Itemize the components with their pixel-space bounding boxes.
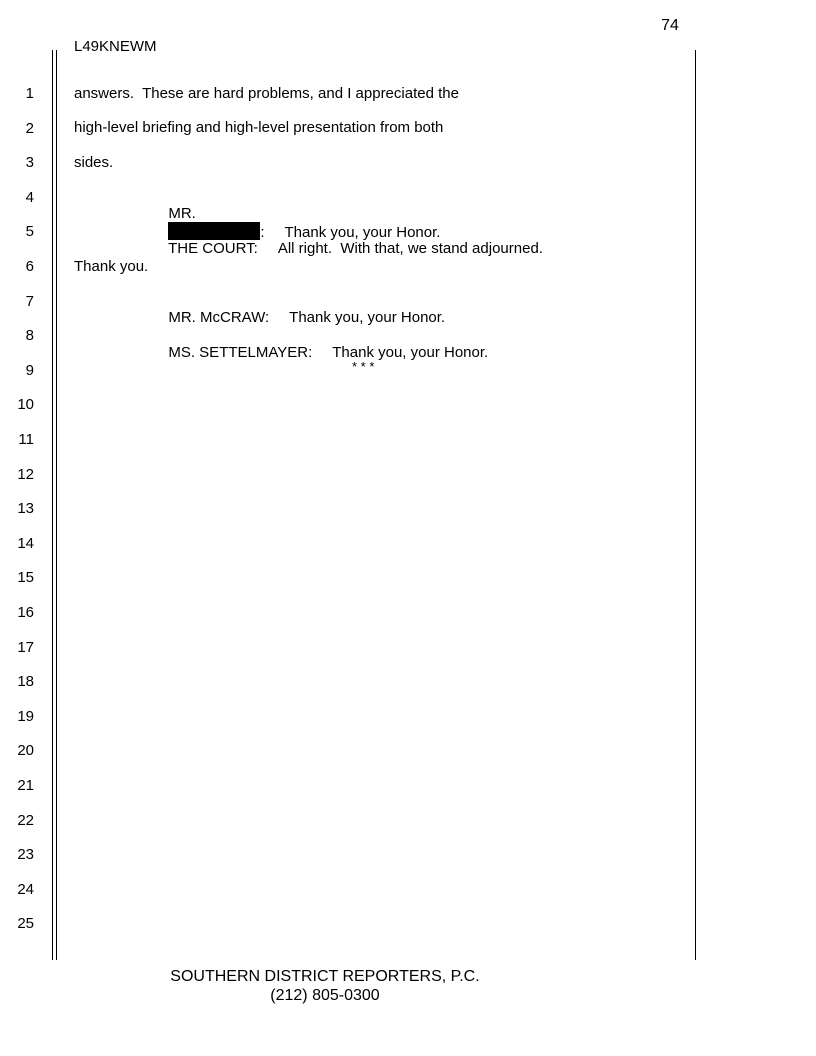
speaker-label: THE COURT: [168, 240, 258, 257]
section-end-asterisks: * * * [352, 359, 375, 374]
line-number: 7 [25, 292, 34, 310]
line-number: 14 [17, 534, 34, 552]
transcript-line-7 [160, 292, 445, 326]
line-number: 20 [17, 742, 34, 760]
case-id: L49KNEWM [74, 38, 157, 55]
footer [0, 967, 650, 1005]
line-number: 1 [25, 85, 34, 102]
line-number: 21 [17, 777, 34, 794]
line-number: 16 [17, 604, 34, 621]
left-margin-rule-inner [56, 50, 57, 960]
line-number: 8 [25, 327, 34, 345]
speaker-label: MS. SETTELMAYER: [168, 344, 313, 361]
speaker-label: MR. McCRAW: [168, 309, 270, 326]
speaker-label: MR. [168, 205, 196, 222]
reporter-phone: (212) 805-0300 [270, 987, 380, 1004]
line-number: 9 [25, 361, 34, 379]
line-number: 13 [17, 500, 34, 518]
transcript-line-3: sides. [74, 154, 114, 171]
transcript-line-2: high-level briefing and high-level presentation from both [74, 119, 444, 136]
left-margin-rule-outer [52, 50, 53, 960]
line-number: 15 [17, 569, 34, 587]
line-number: 18 [17, 673, 34, 691]
line-number: 10 [17, 396, 34, 414]
transcript-line-6: Thank you. [74, 258, 149, 275]
line-number: 12 [17, 465, 34, 483]
transcript-line-5 [160, 223, 543, 257]
reporter-name: SOUTHERN DISTRICT REPORTERS, P.C. [170, 968, 480, 985]
line-number: 11 [18, 431, 34, 448]
line-number: 24 [17, 880, 34, 898]
transcript-line-1: answers. These are hard problems, and I appreciated the [74, 85, 459, 102]
line-number: 5 [25, 223, 34, 241]
spoken-text: Thank you, your Honor. [332, 344, 489, 361]
line-number: 3 [25, 154, 34, 172]
line-number: 17 [17, 638, 34, 656]
line-number: 4 [25, 188, 34, 206]
line-number: 2 [25, 119, 34, 137]
right-margin-rule [695, 50, 696, 960]
speaker-colon: : [260, 224, 265, 241]
line-number: 19 [17, 707, 34, 725]
line-number: 22 [17, 811, 34, 829]
line-number: 25 [17, 915, 34, 933]
line-number: 23 [17, 846, 34, 864]
page-number: 74 [661, 17, 679, 34]
transcript-line-8 [160, 327, 488, 361]
line-number: 6 [25, 258, 34, 275]
spoken-text: Thank you, your Honor. [284, 224, 441, 241]
spoken-text: Thank you, your Honor. [289, 309, 446, 326]
spoken-text: All right. With that, we stand adjourned. [277, 240, 543, 257]
